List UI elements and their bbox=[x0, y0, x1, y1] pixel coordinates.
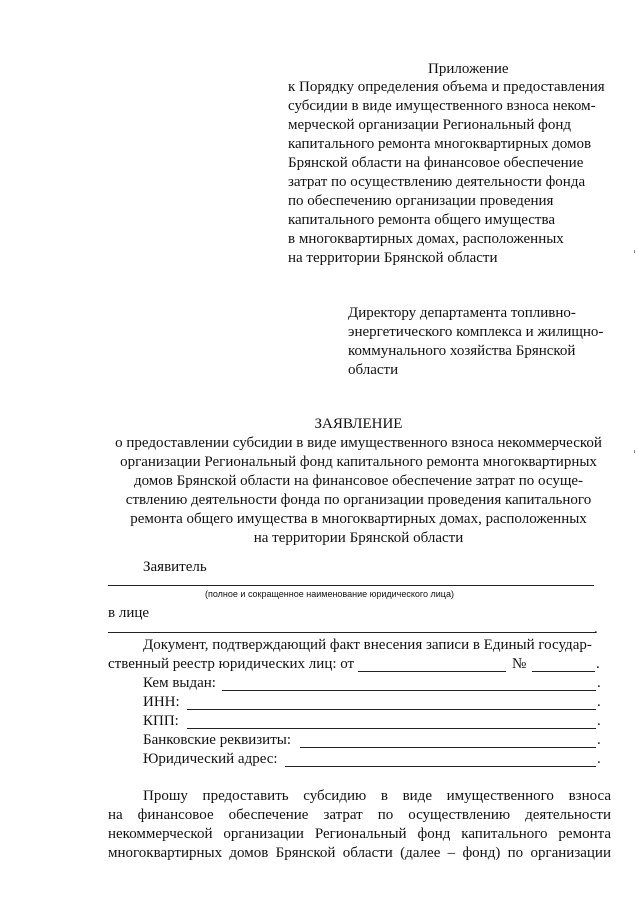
appendix-line: на территории Брянской области bbox=[288, 250, 498, 266]
registration-number-field[interactable] bbox=[532, 671, 595, 672]
document-line: Документ, подтверждающий факт внесения записи в Единый государ- bbox=[143, 637, 592, 653]
period: . bbox=[597, 675, 601, 691]
statement-line: ствлению деятельности фонда по организации проведения капитального bbox=[125, 492, 592, 508]
registration-date-field[interactable] bbox=[358, 671, 506, 672]
bank-details-field[interactable] bbox=[300, 747, 596, 748]
appendix-line: капитального ремонта многоквартирных домов bbox=[288, 136, 592, 152]
legal-address-label: Юридический адрес: bbox=[143, 751, 278, 767]
appendix-line: Брянской области на финансовое обеспечение bbox=[288, 155, 584, 171]
inn-field[interactable] bbox=[187, 709, 596, 710]
issued-by-field[interactable] bbox=[222, 690, 596, 691]
appendix-line: затрат по осуществлению деятельности фонда bbox=[288, 174, 586, 190]
appendix-line: к Порядку определения объема и предоставления bbox=[288, 79, 605, 95]
appendix-line: капитального ремонта общего имущества bbox=[288, 212, 556, 228]
legal-address-field[interactable] bbox=[285, 766, 596, 767]
period: . bbox=[597, 694, 601, 710]
statement-title: ЗАЯВЛЕНИЕ bbox=[314, 416, 403, 432]
addressee-line: области bbox=[348, 362, 399, 378]
appendix-line: по обеспечению организации проведения bbox=[288, 193, 554, 209]
scan-speck bbox=[634, 450, 635, 453]
addressee-line: коммунального хозяйства Брянской bbox=[348, 343, 576, 359]
addressee-line: энергетического комплекса и жилищно- bbox=[348, 324, 604, 340]
kpp-label: КПП: bbox=[143, 713, 179, 729]
statement-line: на территории Брянской области bbox=[253, 530, 464, 546]
number-sign: № bbox=[512, 656, 527, 672]
statement-line: ремонта общего имущества в многоквартирных домах, расположенных bbox=[130, 511, 587, 527]
statement-line: домов Брянской области на финансовое обеспечение затрат по осуще- bbox=[133, 473, 584, 489]
period: . bbox=[597, 732, 601, 748]
applicant-hint: (полное и сокращенное наименование юридического лица) bbox=[205, 589, 454, 599]
request-line: многоквартирных домов Брянской области (далее – фонд) по организации bbox=[108, 845, 611, 861]
period: . bbox=[594, 621, 598, 637]
period: . bbox=[596, 656, 600, 672]
statement-line: о предоставлении субсидии в виде имущественного взноса некоммерческой bbox=[115, 435, 602, 451]
bank-details-label: Банковские реквизиты: bbox=[143, 732, 292, 748]
in-person-label: в лице bbox=[108, 605, 150, 621]
request-line: Прошу предоставить субсидию в виде имущественного взноса bbox=[143, 788, 611, 804]
applicant-name-field[interactable] bbox=[108, 585, 594, 586]
period: . bbox=[597, 751, 601, 767]
appendix-heading: Приложение bbox=[428, 61, 509, 77]
appendix-line: субсидии в виде имущественного взноса неком- bbox=[288, 98, 596, 114]
applicant-label: Заявитель bbox=[143, 559, 207, 575]
appendix-line: мерческой организации Региональный фонд bbox=[288, 117, 571, 133]
inn-label: ИНН: bbox=[143, 694, 180, 710]
addressee-line: Директору департамента топливно- bbox=[348, 305, 576, 321]
statement-line: организации Региональный фонд капитального ремонта многоквартирных bbox=[120, 454, 597, 470]
request-line: на финансовое обеспечение затрат по осуществлению деятельности bbox=[108, 807, 611, 823]
period: . bbox=[597, 713, 601, 729]
kpp-field[interactable] bbox=[187, 728, 596, 729]
representative-field[interactable] bbox=[108, 632, 596, 633]
request-line: некоммерческой организации Региональный фонд капитального ремонта bbox=[108, 826, 611, 842]
scan-speck bbox=[634, 250, 635, 253]
issued-by-label: Кем выдан: bbox=[143, 675, 216, 691]
document-line-prefix: ственный реестр юридических лиц: от bbox=[108, 656, 355, 672]
appendix-line: в многоквартирных домах, расположенных bbox=[288, 231, 564, 247]
